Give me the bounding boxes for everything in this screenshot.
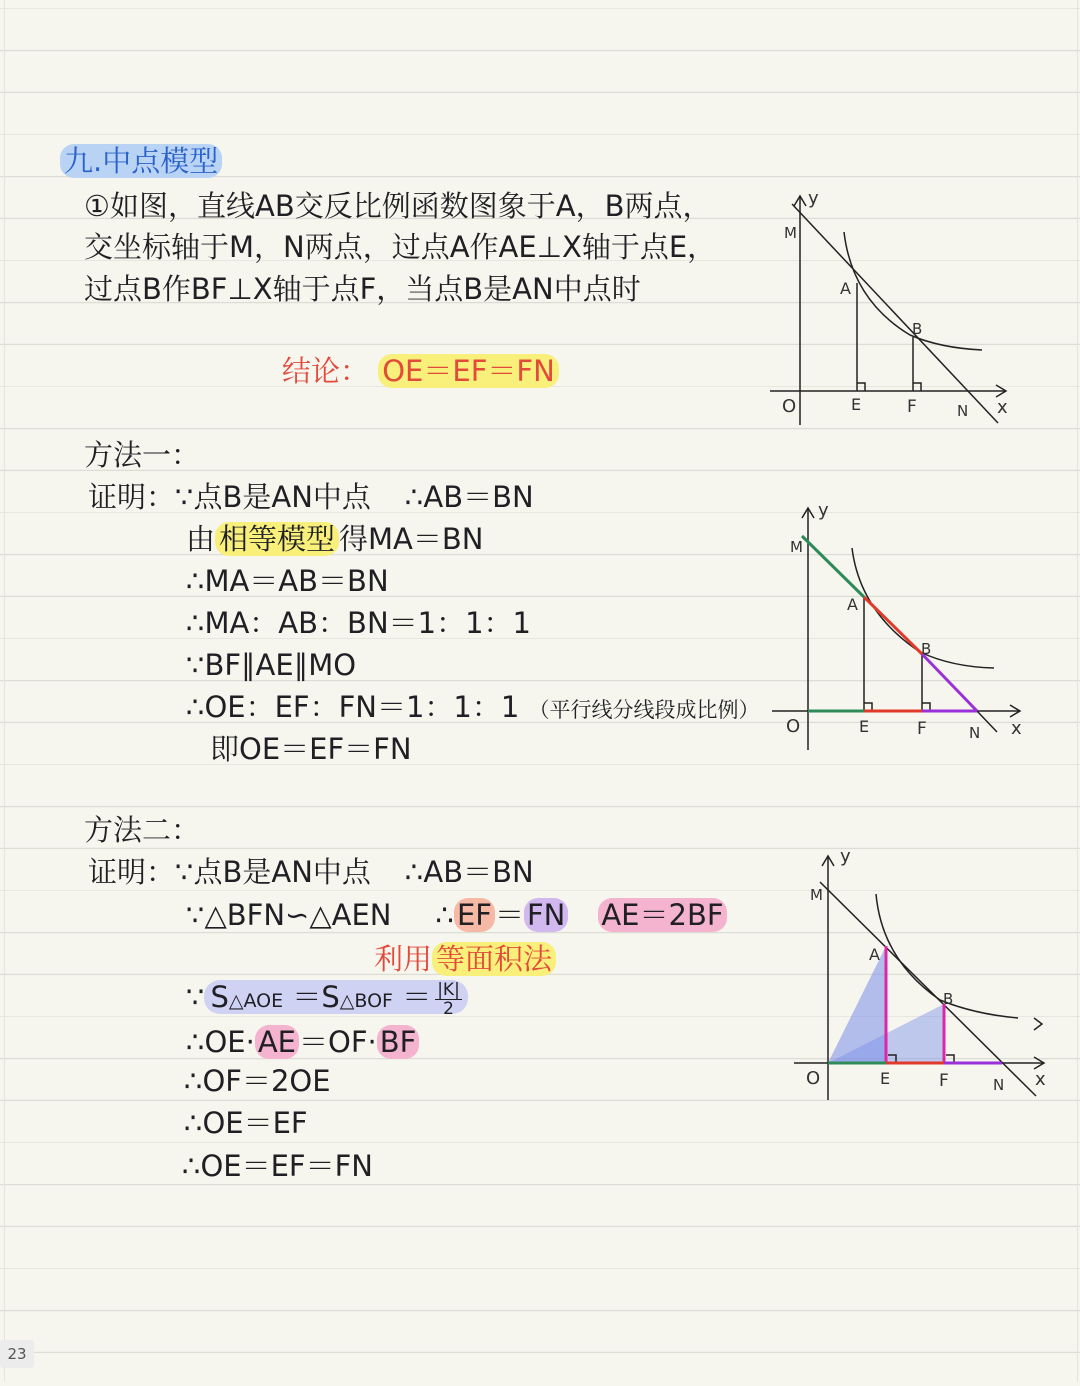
graph-3 bbox=[790, 842, 1052, 1104]
line-mn bbox=[792, 204, 998, 423]
label-f: F bbox=[939, 1071, 949, 1091]
label-e: E bbox=[859, 717, 870, 736]
graph-1 bbox=[760, 180, 1020, 440]
label-f: F bbox=[917, 719, 927, 739]
method2-line-7: ∴OE＝EF bbox=[184, 1106, 308, 1140]
method1-line-4: ∴MA：AB：BN＝1：1：1 bbox=[186, 606, 531, 640]
label-b: B bbox=[921, 640, 932, 658]
label-y: y bbox=[818, 500, 829, 521]
method1-line-5: ∵BF∥AE∥MO bbox=[186, 648, 357, 682]
method1-note: （平行线分线段成比例） bbox=[528, 698, 760, 722]
label-o: O bbox=[782, 396, 797, 417]
label-o: O bbox=[786, 716, 801, 737]
label-y: y bbox=[808, 188, 819, 209]
label-m: M bbox=[810, 886, 823, 904]
label-a: A bbox=[869, 945, 880, 964]
segment-ma bbox=[802, 536, 864, 597]
k-over-2-fraction: $\frac{|K|}{2}$ bbox=[437, 979, 460, 1019]
label-n: N bbox=[993, 1076, 1005, 1094]
method1-line-3: ∴MA＝AB＝BN bbox=[186, 564, 389, 598]
label-e: E bbox=[880, 1069, 891, 1088]
conclusion-label: 结论： bbox=[282, 354, 370, 388]
method2-line-3: 利用 等面积法 bbox=[374, 942, 556, 976]
segment-ab bbox=[864, 597, 922, 654]
label-a: A bbox=[840, 279, 851, 298]
method2-line-6: ∴OF＝2OE bbox=[184, 1064, 331, 1098]
problem-line-3: 过点B作BF⊥X轴于点F，当点B是AN中点时 bbox=[84, 272, 641, 306]
method2-line-1: 证明：∵点B是AN中点 ∴AB＝BN bbox=[88, 855, 534, 889]
label-a: A bbox=[847, 595, 858, 614]
method1-line-6: ∴OE：EF：FN＝1：1：1 （平行线分线段成比例） bbox=[186, 690, 760, 724]
label-b: B bbox=[943, 990, 954, 1008]
label-e: E bbox=[851, 395, 862, 414]
label-m: M bbox=[790, 538, 803, 556]
method2-line-2: ∵△BFN∽△AEN ∴ EF ＝ FN AE＝2BF bbox=[186, 898, 727, 932]
label-o: O bbox=[806, 1068, 821, 1089]
method1-line-2: 由 相等模型 得MA＝BN bbox=[186, 522, 484, 556]
graph-2 bbox=[772, 492, 1032, 752]
method1-line-7: 即OE＝EF＝FN bbox=[210, 732, 412, 766]
label-y: y bbox=[840, 846, 851, 867]
problem-line-1: ①如图，直线AB交反比例函数图象于A，B两点， bbox=[84, 189, 712, 223]
page-number: 23 bbox=[0, 1340, 34, 1368]
method1-heading: 方法一： bbox=[84, 438, 201, 472]
label-f: F bbox=[907, 397, 917, 417]
conclusion bbox=[282, 354, 559, 388]
label-b: B bbox=[912, 320, 923, 338]
label-x: x bbox=[997, 397, 1008, 418]
method2-line-5: ∴OE· AE ＝OF· BF bbox=[186, 1025, 419, 1059]
label-x: x bbox=[1011, 718, 1022, 739]
problem-line-2: 交坐标轴于M，N两点，过点A作AE⊥X轴于点E， bbox=[84, 230, 717, 264]
conclusion-value: OE＝EF＝FN bbox=[378, 354, 559, 388]
method1-line-1: 证明：∵点B是AN中点 ∴AB＝BN bbox=[88, 480, 534, 514]
method2-line-8: ∴OE＝EF＝FN bbox=[182, 1149, 373, 1183]
label-n: N bbox=[957, 402, 969, 420]
label-m: M bbox=[784, 224, 797, 242]
method2-heading: 方法二： bbox=[84, 813, 201, 847]
label-x: x bbox=[1035, 1069, 1046, 1090]
label-n: N bbox=[969, 724, 981, 742]
method2-line-4: ∵ S△AOE ＝S△BOF ＝ $\frac{|K|}{2}$ bbox=[186, 980, 468, 1018]
section-title: 九.中点模型 bbox=[60, 144, 222, 178]
